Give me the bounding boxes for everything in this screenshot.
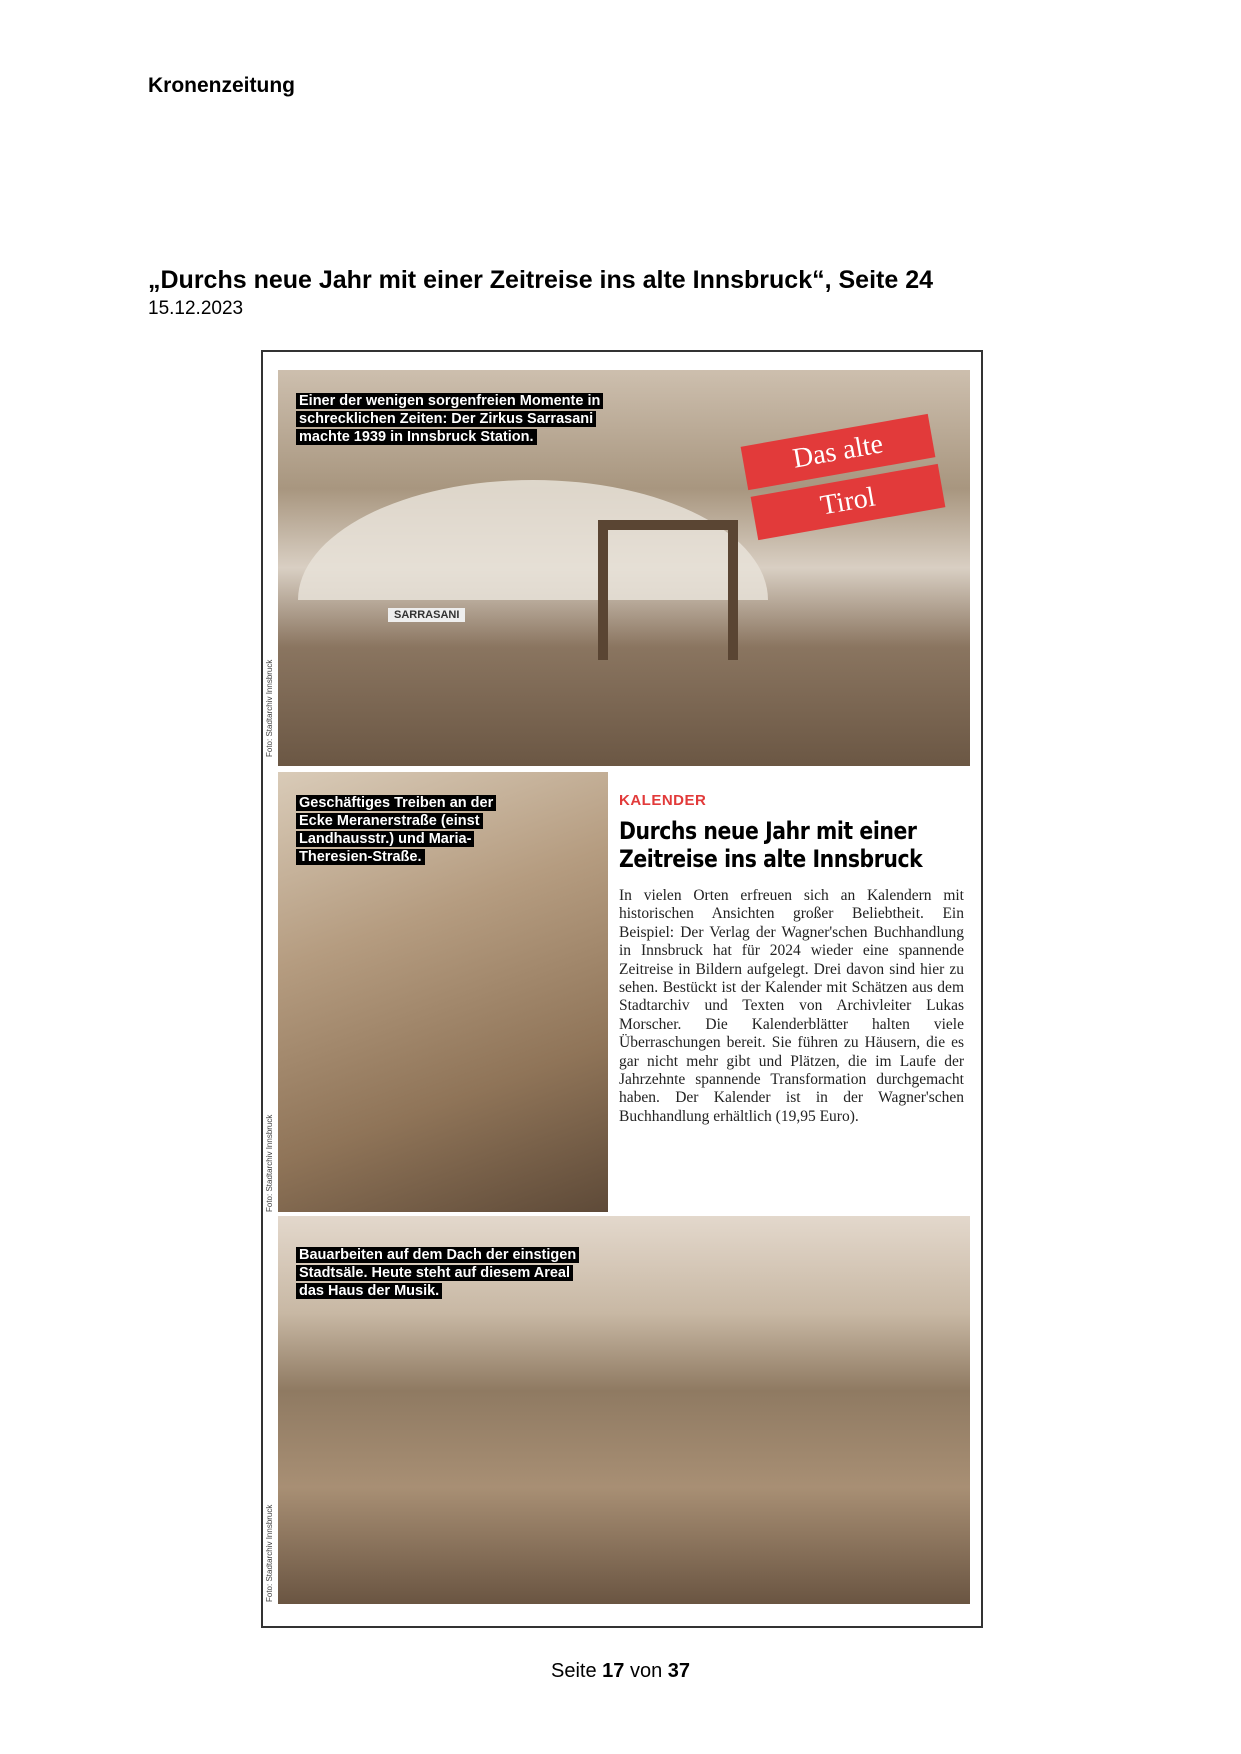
street-corner-photo: [278, 772, 608, 1212]
article: [619, 792, 964, 1126]
article-reference-title: „Durchs neue Jahr mit einer Zeitreise ins alte Innsbruck“, Seite 24: [148, 266, 934, 294]
circus-gate: [598, 520, 738, 660]
rooftop-photo: [278, 1216, 970, 1604]
photo1-caption: Einer der wenigen sorgenfreien Momente in schrecklichen Zeiten: Der Zirkus Sarrasani machte 1939 in Innsbruck Station.: [296, 392, 626, 446]
current-page: 17: [602, 1660, 625, 1682]
publication-name: Kronenzeitung: [148, 74, 295, 97]
photo3-caption: Bauarbeiten auf dem Dach der einstigen Stadtsäle. Heute steht auf diesem Areal das Haus der Musik.: [296, 1246, 586, 1300]
newspaper-clipping: [261, 350, 983, 1628]
das-alte-tirol-banner: [743, 410, 948, 530]
page-footer: [0, 1660, 1241, 1683]
sarrasani-sign: SARRASANI: [388, 608, 465, 622]
photo1-credit: Foto: Stadtarchiv Innsbruck: [265, 659, 274, 757]
photo2-credit: Foto: Stadtarchiv Innsbruck: [265, 1114, 274, 1212]
banner-line1: Das alte: [741, 414, 936, 490]
total-pages: 37: [667, 1660, 691, 1682]
article-headline: Durchs neue Jahr mit einer Zeitreise ins alte Innsbruck: [619, 817, 923, 873]
article-kicker: KALENDER: [619, 792, 707, 809]
photo2-caption: Geschäftiges Treiben an der Ecke Meranerstraße (einst Landhausstr.) und Maria-Theresien-Straße.: [296, 794, 496, 866]
footer-sep: von: [629, 1660, 663, 1682]
circus-photo: [278, 370, 970, 766]
footer-prefix: Seite: [550, 1660, 597, 1682]
article-body: In vielen Orten erfreuen sich an Kalendern mit historischen Ansichten großer Beliebtheit. Ein Beispiel: Der Verlag der Wagner'schen Buchhandlung in Innsbruck hat für 2024 wieder eine spannende Zeitreise in Bildern aufgelegt. Drei davon sind hier zu sehen. Bestückt ist der Kalender mit Schätzen aus dem Stadtarchiv und Texten von Archivleiter Lukas Morscher. Die Kalenderblätter halten viele Überraschungen bereit. Sie führen zu Häusern, die es gar nicht mehr gibt und Plätzen, die im Laufe der Jahrzehnte spannende Transformation durchgemacht haben. Der Kalender ist in der Wagner'schen Buchhandlung erhältlich (19,95 Euro).: [619, 887, 964, 1125]
photo3-credit: Foto: Stadtarchiv Innsbruck: [265, 1504, 274, 1602]
banner-line2: Tirol: [751, 464, 946, 540]
article-date: 15.12.2023: [148, 298, 244, 319]
